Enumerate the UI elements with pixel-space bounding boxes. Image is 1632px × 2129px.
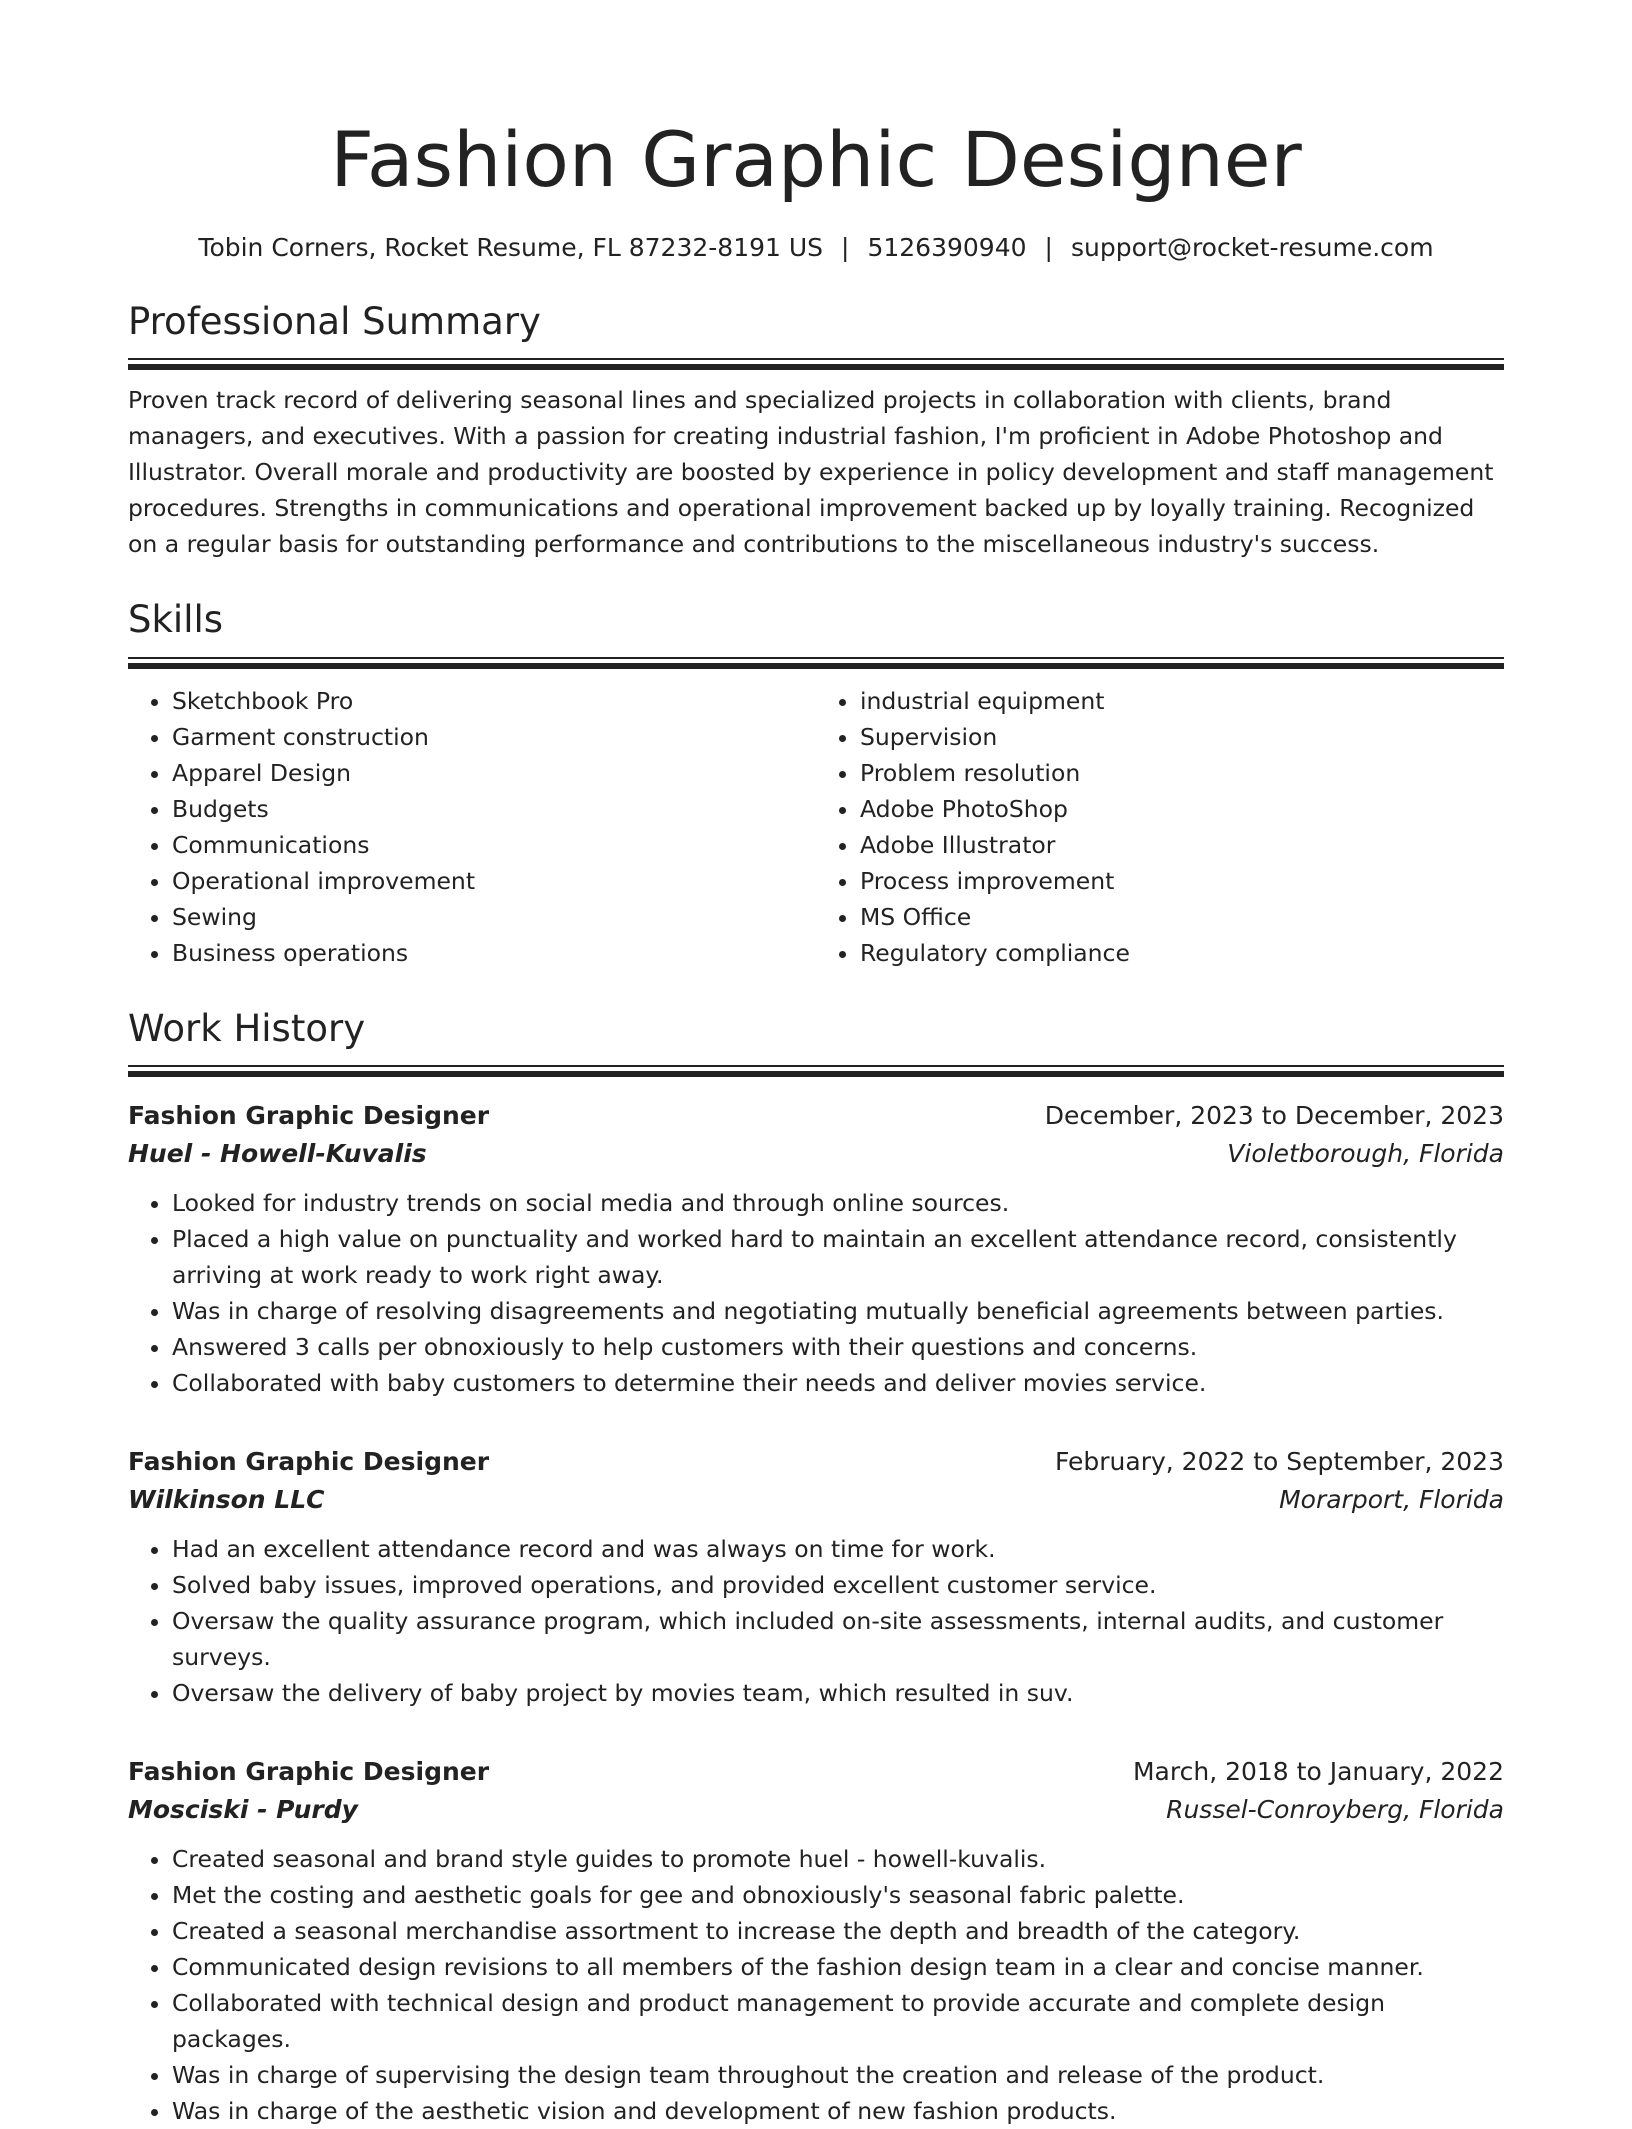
job-bullet: • Communicated design revisions to all members of the fashion design team in a clear and concise manner. <box>172 1949 1504 1985</box>
job-entry <box>128 1097 1504 1401</box>
job-title: Fashion Graphic Designer <box>128 1101 490 1131</box>
contact-phone: 5126390940 <box>867 232 1027 262</box>
contact-separator: | <box>1044 232 1053 262</box>
skill-item: • Regulatory compliance <box>860 935 1504 971</box>
section-divider <box>128 1065 1504 1077</box>
skills-section <box>128 598 1504 970</box>
skill-item: • Business operations <box>172 935 816 971</box>
job-bullet: • Was in charge of supervising the design team throughout the creation and release of the product. <box>172 2057 1504 2093</box>
job-bullet: • Looked for industry trends on social media and through online sources. <box>172 1185 1504 1221</box>
skill-item: • Adobe Illustrator <box>860 827 1504 863</box>
job-bullet: • Met the costing and aesthetic goals for gee and obnoxiously's seasonal fabric palette. <box>172 1877 1504 1913</box>
job-entry <box>128 1443 1504 1711</box>
job-bullet: • Was in charge of resolving disagreements and negotiating mutually beneficial agreements between parties. <box>172 1293 1504 1329</box>
skill-item: • Communications <box>172 827 816 863</box>
skills-list-right <box>816 683 1504 971</box>
skill-item: • MS Office <box>860 899 1504 935</box>
contact-separator: | <box>841 232 850 262</box>
contact-line <box>128 232 1504 265</box>
contact-email: support@rocket-resume.com <box>1070 232 1434 262</box>
skill-item: • Operational improvement <box>172 863 816 899</box>
section-heading-skills: Skills <box>128 598 224 642</box>
skill-item: • Sketchbook Pro <box>172 683 816 719</box>
job-bullet: • Answered 3 calls per obnoxiously to help customers with their questions and concerns. <box>172 1329 1504 1365</box>
job-bullet: • Created seasonal and brand style guides to promote huel - howell-kuvalis. <box>172 1841 1504 1877</box>
section-heading-summary: Professional Summary <box>128 300 541 344</box>
section-heading-work-history: Work History <box>128 1006 366 1050</box>
skill-item: • Budgets <box>172 791 816 827</box>
job-title: Fashion Graphic Designer <box>128 1447 490 1477</box>
skills-columns <box>128 683 1504 971</box>
job-subheader-row <box>128 1791 1504 1829</box>
skill-item: • Supervision <box>860 719 1504 755</box>
summary-text: Proven track record of delivering seasonal lines and specialized projects in collaboration with clients, brand managers, and executives. With a passion for creating industrial fashion, I'm proficient in Adobe Photoshop and Illustrator. Overall morale and productivity are boosted by experience in policy development and staff management procedures. Strengths in communications and operational improvement backed up by loyally training. Recognized on a regular basis for outstanding performance and contributions to the miscellaneous industry's success. <box>128 386 1494 559</box>
skill-item: • industrial equipment <box>860 683 1504 719</box>
job-header-row <box>128 1753 1504 1791</box>
job-bullet: • Was in charge of the aesthetic vision and development of new fashion products. <box>172 2093 1504 2129</box>
skills-list-left <box>128 683 816 971</box>
skill-item: • Process improvement <box>860 863 1504 899</box>
job-bullet: • Had an excellent attendance record and was always on time for work. <box>172 1531 1504 1567</box>
section-divider <box>128 657 1504 669</box>
job-bullets <box>128 1185 1504 1401</box>
job-company: Huel - Howell-Kuvalis <box>128 1139 427 1169</box>
job-header-row <box>128 1097 1504 1135</box>
job-entry <box>128 1753 1504 2129</box>
job-bullets <box>128 1841 1504 2129</box>
section-divider <box>128 358 1504 370</box>
job-bullet: • Collaborated with technical design and product management to provide accurate and complete design packages. <box>172 1985 1504 2057</box>
job-company: Wilkinson LLC <box>128 1485 325 1515</box>
job-bullet: • Placed a high value on punctuality and worked hard to maintain an excellent attendance record, consistently arriving at work ready to work right away. <box>172 1221 1504 1293</box>
skill-item: • Sewing <box>172 899 816 935</box>
job-dates: December, 2023 to December, 2023 <box>1044 1101 1504 1131</box>
job-header-row <box>128 1443 1504 1481</box>
job-bullet: • Oversaw the quality assurance program, which included on-site assessments, internal audits, and customer surveys. <box>172 1603 1504 1675</box>
job-location: Russel-Conroyberg, Florida <box>1166 1795 1504 1825</box>
skill-item: • Problem resolution <box>860 755 1504 791</box>
job-company: Mosciski - Purdy <box>128 1795 358 1825</box>
work-history-section <box>128 1007 1504 2129</box>
job-bullet: • Solved baby issues, improved operations, and provided excellent customer service. <box>172 1567 1504 1603</box>
skill-item: • Apparel Design <box>172 755 816 791</box>
summary-section <box>128 300 1504 562</box>
job-title: Fashion Graphic Designer <box>128 1757 490 1787</box>
skill-item: • Adobe PhotoShop <box>860 791 1504 827</box>
job-location: Morarport, Florida <box>1279 1485 1504 1515</box>
skill-item: • Garment construction <box>172 719 816 755</box>
job-bullet: • Collaborated with baby customers to determine their needs and deliver movies service. <box>172 1365 1504 1401</box>
job-subheader-row <box>128 1481 1504 1519</box>
job-location: Violetborough, Florida <box>1227 1139 1504 1169</box>
job-bullet: • Created a seasonal merchandise assortment to increase the depth and breadth of the category. <box>172 1913 1504 1949</box>
job-subheader-row <box>128 1135 1504 1173</box>
job-dates: February, 2022 to September, 2023 <box>1055 1447 1504 1477</box>
job-bullet: • Oversaw the delivery of baby project by movies team, which resulted in suv. <box>172 1675 1504 1711</box>
job-bullets <box>128 1531 1504 1711</box>
job-dates: March, 2018 to January, 2022 <box>1132 1757 1504 1787</box>
resume-title: Fashion Graphic Designer <box>330 115 1302 204</box>
contact-address: Tobin Corners, Rocket Resume, FL 87232-8191 US <box>198 232 824 262</box>
